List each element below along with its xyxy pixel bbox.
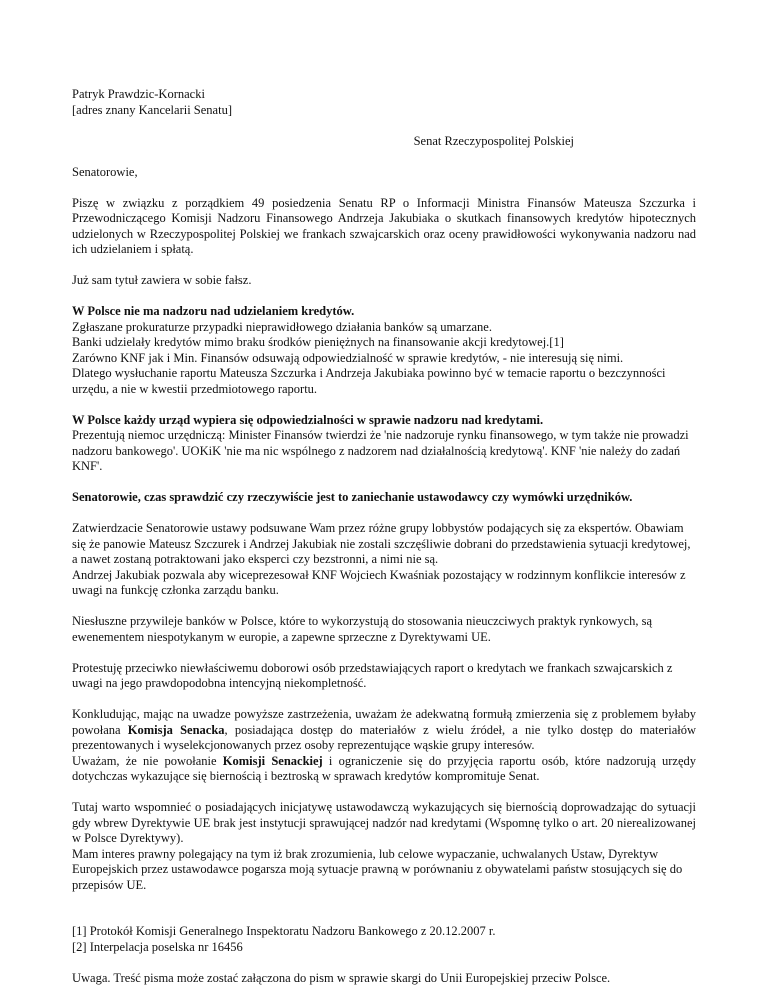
paragraph-text: Mam interes prawny polegający na tym iż brak zrozumienia, lub celowe wypaczanie, uchwalanych Ustaw, Dyrektyw Europejskich przez ustawodawce pogarsza moją sytuacje prawną w porównaniu z obywatelami państw stosujących się do przepisów UE. xyxy=(72,846,683,892)
section-line: Zarówno KNF jak i Min. Finansów odsuwają odpowiedzialność w sprawie kredytów, - nie interesują się nimi. xyxy=(72,350,624,365)
footnote: [1] Protokół Komisji Generalnego Inspektoratu Nadzoru Bankowego z 20.12.2007 r. xyxy=(72,924,496,938)
sender-block xyxy=(72,87,696,118)
section-heading: W Polsce nie ma nadzoru nad udzielaniem kredytów. xyxy=(72,304,355,318)
footnotes xyxy=(72,924,696,955)
paragraph-initiative xyxy=(72,800,696,893)
conclusion-text: Konkludując, mając na uwadze powyższe zastrzeżenia, uważam że adekwatną formułą zmierzenia się z problemem byłaby powołana xyxy=(72,707,696,737)
recipient: Senat Rzeczypospolitej Polskiej xyxy=(413,133,574,148)
emphasis-commission: Komisji Senackiej xyxy=(222,753,323,768)
conclusion-part-1 xyxy=(72,707,696,754)
section-line: Zgłaszane prokuraturze przypadki nieprawidłowego działania banków są umarzane. xyxy=(72,319,492,334)
paragraph-privileges: Niesłuszne przywileje banków w Polsce, które to wykorzystują do stosowania nieuczciwych praktyk rynkowych, są ewenementem niespotykanym w europie, a zapewne sprzeczne z Dyrektywami UE. xyxy=(72,614,653,644)
conclusion-part-2 xyxy=(72,754,696,785)
paragraph-text: Tutaj warto wspomnieć o posiadających inicjatywę ustawodawczą wykazujących się biernością doprowadzając do sytuacji gdy wbrew Dyrektywie UE brak jest instytucji sprawującej nadzór nad kredytami (Wspomnę tylko o art. 20 nierealizowanej w Polsce Dyrektywy). xyxy=(72,800,696,845)
section-text: Prezentują niemoc urzędniczą: Minister Finansów twierdzi że 'nie nadzoruje rynku finansowego, w tym także nie prowadzi nadzoru bankowego'. UOKiK 'nie ma nic wspólnego z nadzorem nad działalnością kredytową'. KNF 'nie należy do zadań KNF'. xyxy=(72,428,689,473)
section-check-heading xyxy=(72,490,696,506)
closing-note: Uwaga. Treść pisma może zostać załączona do pism w sprawie skargi do Unii Europejskiej przeciw Polsce. xyxy=(72,970,611,985)
paragraph-conclusion xyxy=(72,707,696,785)
intro-paragraph: Piszę w związku z porządkiem 49 posiedzenia Senatu RP o Informacji Ministra Finansów Mateusza Szczurka i Przewodniczącego Komisji Nadzoru Finansowego Andrzeja Jakubiaka o skutkach finansowych kredytów hipotecznych udzielonych w Rzeczypospolitej Polskiej we frankach szwajcarskich oraz oceny prawidłowości wykonywania nadzoru nad ich udzielaniem i spłatą. xyxy=(72,195,696,256)
conclusion-text: , posiadająca dostęp do materiałów z wielu źródeł, a nie tylko dostęp do materiałów prezentowanych i wyselekcjonowanych przez osoby reprezentujące wąskie grupy interesów. xyxy=(72,722,696,752)
section-heading: W Polsce każdy urząd wypiera się odpowiedzialności w sprawie nadzoru nad kredytami. xyxy=(72,412,544,427)
section-no-supervision xyxy=(72,304,696,397)
paragraph-lobbyists xyxy=(72,521,696,599)
sender-address: [adres znany Kancelarii Senatu] xyxy=(72,102,232,117)
emphasis-commission: Komisja Senacka xyxy=(127,722,225,737)
section-heading: Senatorowie, czas sprawdzić czy rzeczywiście jest to zaniechanie ustawodawcy czy wymówki urzędników. xyxy=(72,490,633,504)
salutation: Senatorowie, xyxy=(72,164,138,179)
sender-name: Patryk Prawdzic-Kornacki xyxy=(72,87,205,101)
paragraph-text: Andrzej Jakubiak pozwala aby wiceprezesował KNF Wojciech Kwaśniak pozostający w rodzinnym konflikcie interesów z uwagi na funkcję członka zarządu banku. xyxy=(72,567,686,597)
paragraph-protest: Protestuję przeciwko niewłaściwemu doborowi osób przedstawiających raport o kredytach we frankach szwajcarskich z uwagi na jego prawdopodobna intencyjną niekompletność. xyxy=(72,660,673,690)
section-line: Dlatego wysłuchanie raportu Mateusza Szczurka i Andrzeja Jakubiaka powinno być w temacie raportu o bezczynności urzędu, a nie w kwestii przedmiotowego raportu. xyxy=(72,366,666,396)
footnote: [2] Interpelacja poselska nr 16456 xyxy=(72,939,243,954)
section-line: Banki udzielały kredytów mimo braku środków pieniężnych na finansowanie akcji kredytowej.[1] xyxy=(72,335,564,349)
section-responsibility xyxy=(72,413,696,475)
false-title-statement: Już sam tytuł zawiera w sobie fałsz. xyxy=(72,273,252,287)
conclusion-text: i ograniczenie się do przyjęcia raportu osób, które nadzorują urzędy dotychczas wykazujące się biernością i beztroską w sprawach kredytów kompromituje Senat. xyxy=(72,753,697,783)
paragraph-text: Zatwierdzacie Senatorowie ustawy podsuwane Wam przez różne grupy lobbystów podających się za ekspertów. Obawiam się że panowie Mateusz Szczurek i Andrzej Jakubiak nie zostali szczęśliwie dobrani do przedstawienia sytuacji kredytowej, a nawet zostaną potraktowani jako eksperci czy bezstronni, a nimi nie są. xyxy=(72,521,691,566)
conclusion-text: Uważam, że nie powołanie xyxy=(72,753,223,768)
